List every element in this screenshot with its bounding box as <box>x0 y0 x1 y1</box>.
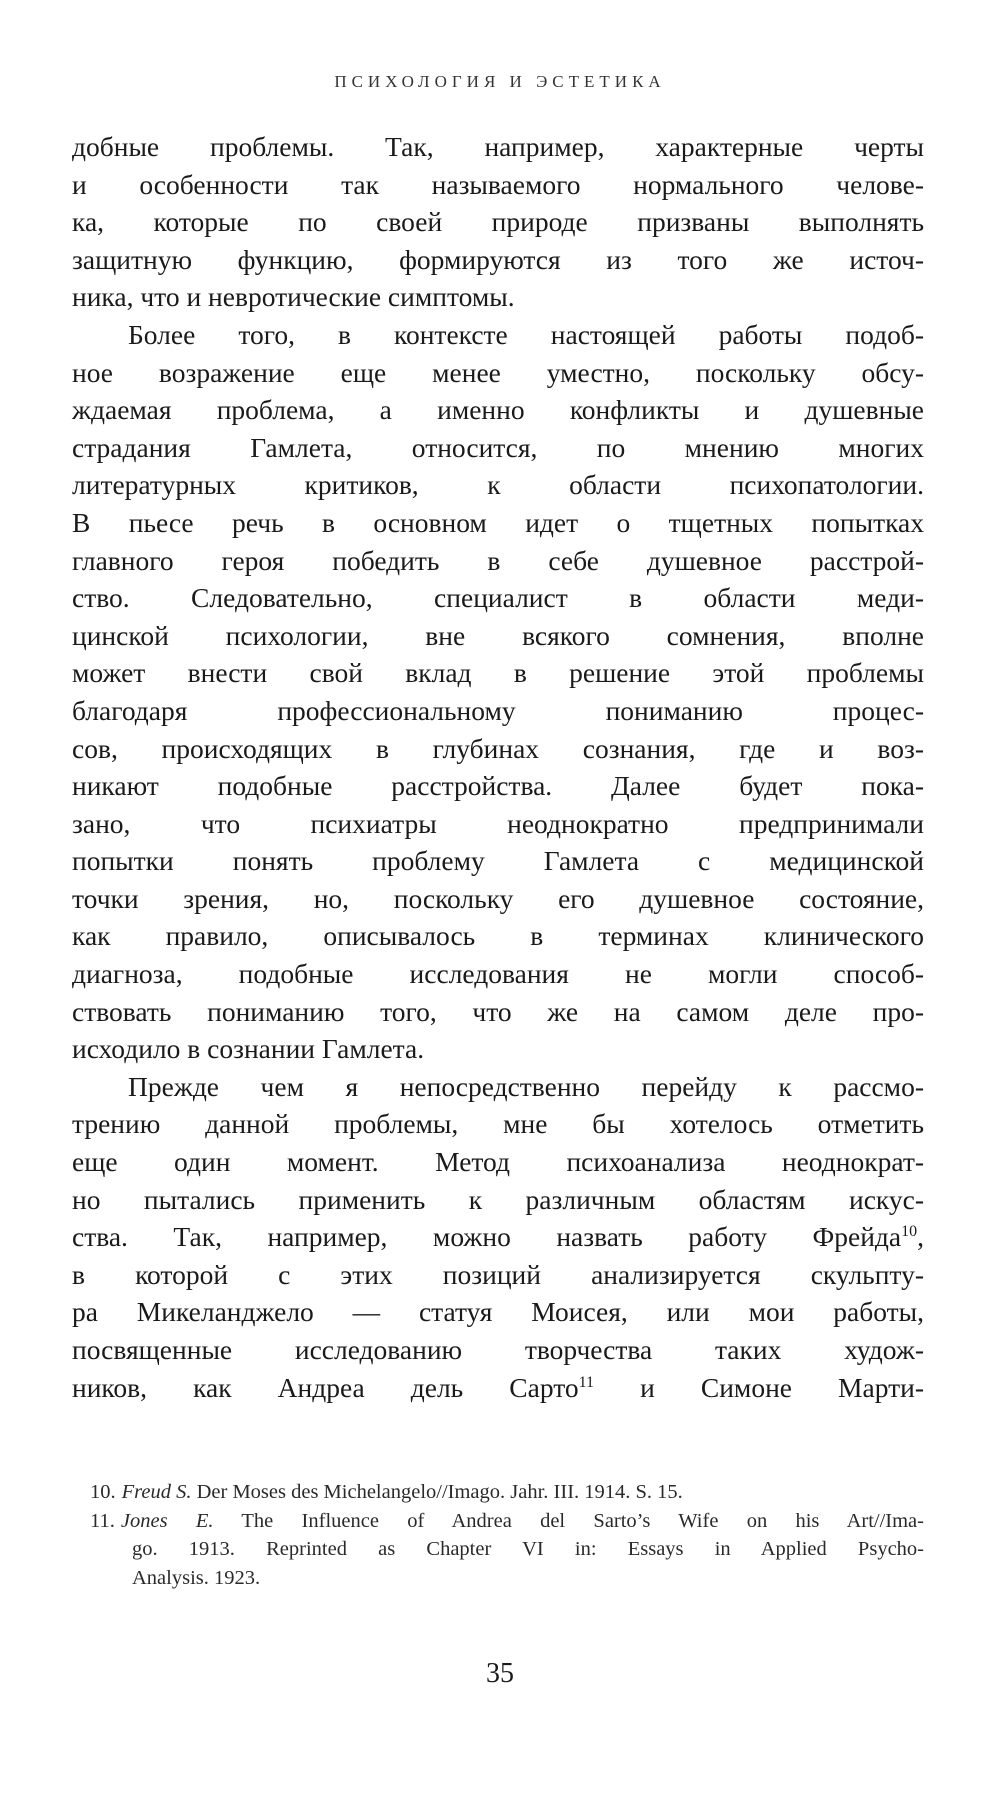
body-text <box>72 128 924 1406</box>
line-text: и Симоне Марти- <box>640 1371 924 1403</box>
text-line: может внести свой вклад в решение этой проблемы <box>72 657 924 689</box>
text-line: страдания Гамлета, относится, по мнению многих <box>72 431 924 463</box>
text-line: но пытались применить к различным областям искус- <box>72 1183 924 1215</box>
text-line: точки зрения, но, поскольку его душевное состояние, <box>72 882 924 914</box>
text-line: защитную функцию, формируются из того же источ- <box>72 243 924 275</box>
footnote-text: The Influence of Andrea del Sarto’s Wife on his Art//Ima- <box>241 1509 924 1532</box>
text-line: благодаря профессиональному пониманию процес- <box>72 694 924 726</box>
footnote-line: go. 1913. Reprinted as Chapter VI in: Essays in Applied Psycho- <box>132 1538 924 1560</box>
text-line: литературных критиков, к области психопатологии. <box>72 469 924 501</box>
footnotes <box>90 1478 924 1592</box>
footnote-line <box>90 1507 924 1536</box>
text-line: ство. Следовательно, специалист в области меди- <box>72 582 924 614</box>
text-line: исходило в сознании Гамлета. <box>72 1033 425 1065</box>
text-line: ника, что и невротические симптомы. <box>72 281 515 313</box>
text-line: ствовать пониманию того, что же на самом деле про- <box>72 995 924 1027</box>
text-line: сов, происходящих в глубинах сознания, где и воз- <box>72 732 924 764</box>
text-line: добные проблемы. Так, например, характерные черты <box>72 131 924 162</box>
footnote-ref-10[interactable]: 10 <box>901 1223 918 1241</box>
text-line: в которой с этих позиций анализируется скульпту- <box>72 1258 924 1290</box>
text-line: главного героя победить в себе душевное расстрой- <box>72 544 924 576</box>
text-line: попытки понять проблему Гамлета с медицинской <box>72 845 924 877</box>
footnote-number: 10. <box>90 1481 116 1503</box>
text-line: цинской психологии, вне всякого сомнения, вполне <box>72 619 924 651</box>
text-line: никают подобные расстройства. Далее будет пока- <box>72 770 924 802</box>
footnote-line <box>90 1478 924 1507</box>
running-head: ПСИХОЛОГИЯ И ЭСТЕТИКА <box>334 72 666 91</box>
text-line: ра Микеланджело — статуя Моисея, или мои работы, <box>72 1296 924 1328</box>
text-line: посвященные исследованию творчества таких худож- <box>72 1334 924 1365</box>
footnote-author: Jones E. <box>120 1509 214 1532</box>
footnote-ref-11[interactable]: 11 <box>578 1373 595 1391</box>
text-line-with-footnote: ства. Так, например, можно назвать работу Фрейда$^{10}$, <box>72 1221 924 1253</box>
text-line: Прежде чем я непосредственно перейду к рассмо- <box>128 1070 924 1102</box>
text-line-with-footnote <box>72 1369 924 1407</box>
footnote-line: Analysis. 1923. <box>132 1566 261 1589</box>
text-line: ждаемая проблема, а именно конфликты и душевные <box>72 394 924 426</box>
text-line: трению данной проблемы, мне бы хотелось отметить <box>72 1108 924 1140</box>
text-line: Более того, в контексте настоящей работы подоб- <box>128 318 924 350</box>
footnote-author: Freud S. <box>121 1481 192 1503</box>
line-text: ников, как Андреа дель Сарто <box>72 1371 579 1403</box>
footnote-number: 11. <box>90 1509 115 1532</box>
text-line: ка, которые по своей природе призваны выполнять <box>72 206 924 238</box>
page-number: 35 <box>486 1658 514 1689</box>
footnote-10 <box>90 1478 924 1507</box>
text-line: диагноза, подобные исследования не могли способ- <box>72 958 924 990</box>
text-line: и особенности так называемого нормального челове- <box>72 168 924 200</box>
footnote-text: Der Moses des Michelangelo//Imago. Jahr. III. 1914. S. 15. <box>196 1481 683 1503</box>
text-line: ное возражение еще менее уместно, поскольку обсу- <box>72 356 924 388</box>
footnote-11 <box>90 1507 924 1593</box>
text-line: еще один момент. Метод психоанализа неоднократ- <box>72 1146 924 1178</box>
text-line: зано, что психиатры неоднократно предпринимали <box>72 807 924 839</box>
line-text: ства. Так, например, можно назвать работу Фрейда <box>72 1221 902 1253</box>
text-line: как правило, описывалось в терминах клинического <box>72 920 924 952</box>
text-line: В пьесе речь в основном идет о тщетных попытках <box>72 506 924 538</box>
